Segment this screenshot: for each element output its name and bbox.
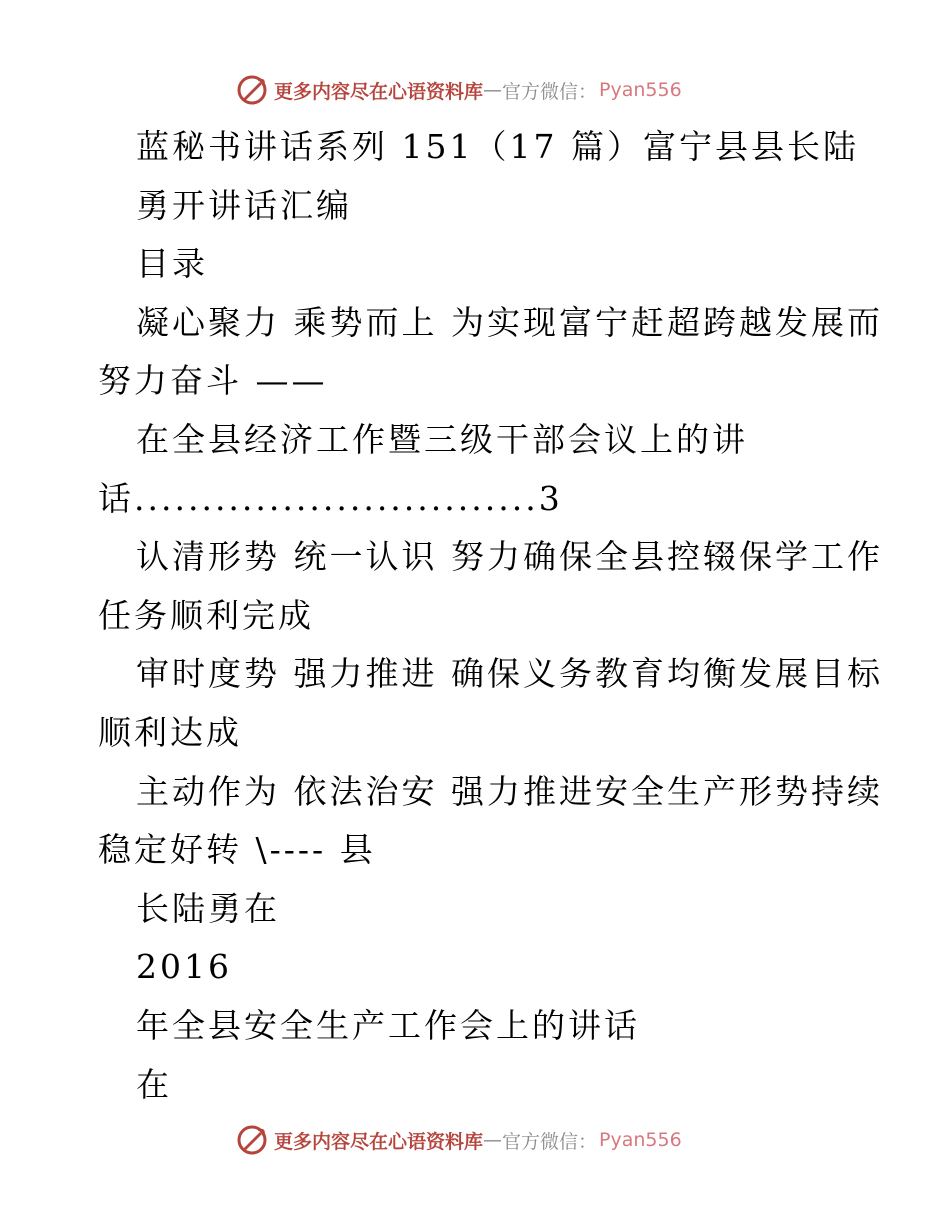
quill-logo-icon bbox=[236, 74, 268, 106]
text-line: 主动作为 依法治安 强力推进安全生产形势持续 bbox=[136, 771, 883, 811]
text-line: 在 bbox=[136, 1064, 172, 1104]
watermark-separator: — bbox=[483, 79, 503, 101]
text-line: 审时度势 强力推进 确保义务教育均衡发展目标 bbox=[136, 654, 883, 694]
footer-watermark bbox=[236, 1123, 682, 1157]
text-line: 努力奋斗 —— bbox=[98, 361, 328, 401]
text-line: 年全县安全生产工作会上的讲话 bbox=[136, 1005, 640, 1045]
text-line: 任务顺利完成 bbox=[98, 595, 314, 635]
text-line: 勇开讲话汇编 bbox=[136, 185, 352, 225]
quill-logo-icon bbox=[236, 1124, 268, 1156]
header-watermark bbox=[236, 73, 682, 107]
text-line: 在全县经济工作暨三级干部会议上的讲 bbox=[136, 419, 748, 459]
watermark-brand: 更多内容尽在心语资料库 bbox=[274, 1130, 484, 1153]
document-body bbox=[98, 118, 883, 1114]
watermark-separator: — bbox=[483, 1129, 503, 1151]
text-line: 目录 bbox=[136, 244, 208, 284]
text-line: 认清形势 统一认识 努力确保全县控辍保学工作 bbox=[136, 537, 883, 577]
text-line: 蓝秘书讲话系列 151（17 篇）富宁县县长陆 bbox=[136, 127, 859, 166]
text-line: 2016 bbox=[136, 947, 232, 987]
watermark-label: 官方微信： bbox=[502, 80, 598, 103]
text-line: 凝心聚力 乘势而上 为实现富宁赶超跨越发展而 bbox=[136, 302, 883, 342]
text-line: 稳定好转 \---- 县 bbox=[98, 830, 376, 870]
watermark-wechat-id: Pyan556 bbox=[599, 79, 682, 101]
watermark-brand: 更多内容尽在心语资料库 bbox=[274, 80, 484, 103]
text-line: 话..............................3 bbox=[98, 478, 563, 518]
text-line: 顺利达成 bbox=[98, 712, 242, 752]
watermark-wechat-id: Pyan556 bbox=[599, 1129, 682, 1151]
watermark-label: 官方微信： bbox=[502, 1130, 598, 1153]
text-line: 长陆勇在 bbox=[136, 888, 280, 928]
